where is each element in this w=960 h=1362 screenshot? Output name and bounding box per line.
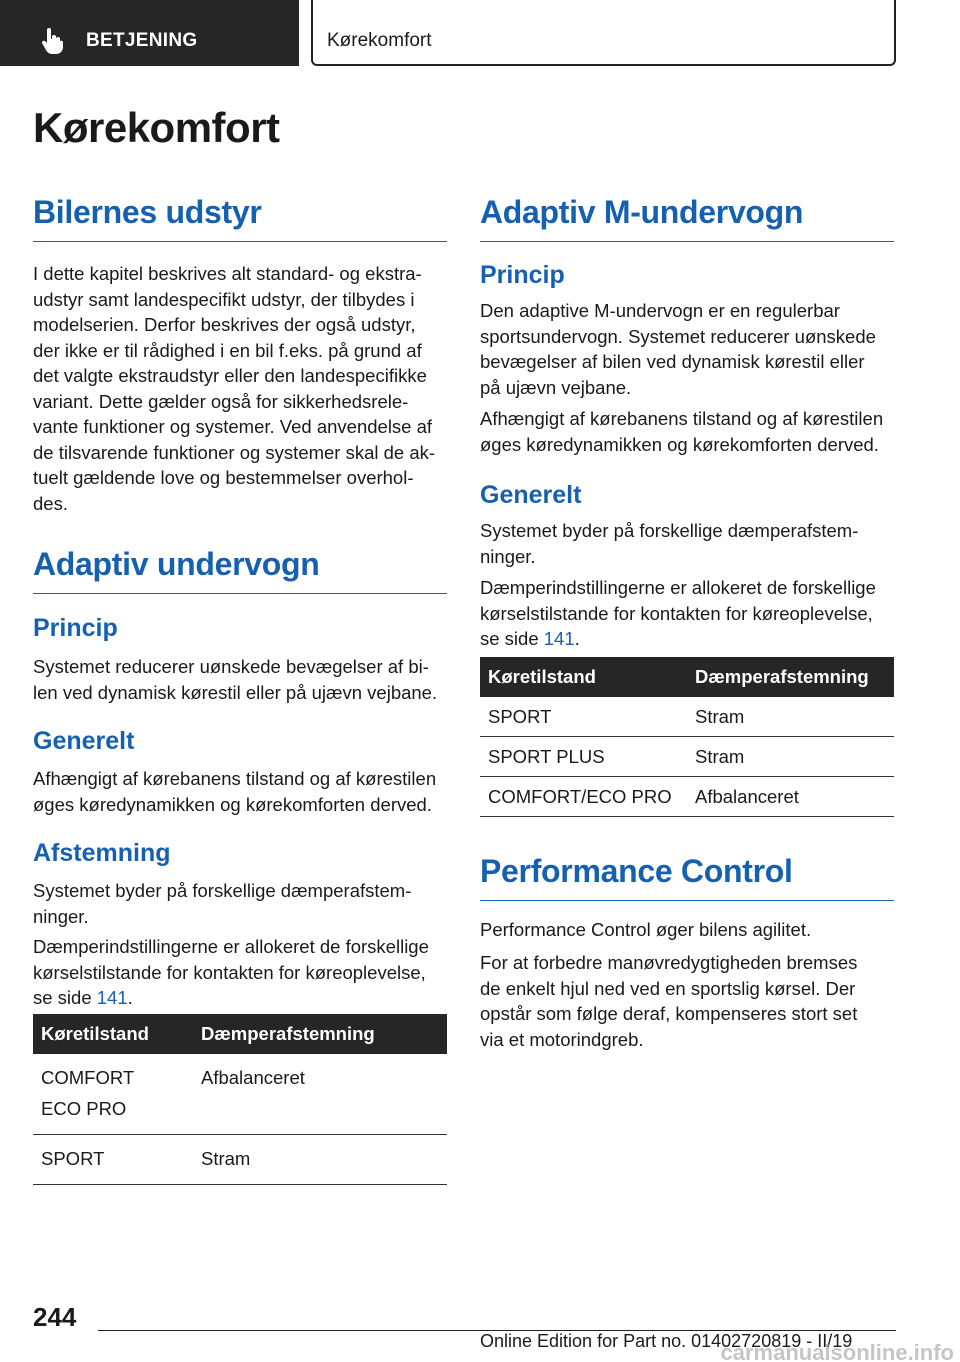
table-header-row: [33, 1014, 447, 1054]
table-header-setting: Dæmperafstemning: [687, 657, 894, 697]
table-cell-setting: Stram: [687, 697, 894, 737]
daemper-paragraph: [33, 934, 449, 1011]
heading-adaptiv-m-undervogn: Adaptiv M-undervogn: [480, 194, 894, 242]
text-line: Systemet byder på forskellige dæmperafstem-: [480, 520, 859, 541]
text-line: de tilsvarende funktioner og systemer skal de ak-: [33, 441, 436, 463]
edition-note: Online Edition for Part no. 01402720819 - II/19: [480, 1331, 853, 1351]
m-daemper-paragraph: [480, 575, 896, 652]
heading-performance-control: Performance Control: [480, 853, 894, 901]
table-row: [480, 777, 894, 817]
text-line: Den adaptive M-undervogn er en regulerbar: [480, 300, 840, 321]
text-line: de enkelt hjul ned ved en sportslig kørsel. Der: [480, 977, 856, 999]
table-row: [480, 697, 894, 737]
text-line: tuelt gældende love og bestemmelser overhol-: [33, 467, 414, 488]
watermark: carmanualsonline.info: [720, 1340, 954, 1362]
ref-suffix: .: [127, 987, 133, 1008]
heading-princip: Princip: [480, 261, 565, 289]
text-line: via et motorindgreb.: [480, 1028, 644, 1050]
page-number: 244: [33, 1302, 77, 1332]
text-line: des.: [33, 492, 68, 514]
text-line: Systemet byder på forskellige dæmperafstem-: [33, 880, 412, 901]
m-princip-paragraph: [480, 298, 896, 400]
text-line: sportsundervogn. Systemet reducerer uønskede: [480, 325, 876, 347]
princip-paragraph: [33, 654, 449, 705]
text-line: øges køredynamikken og kørekomforten derved.: [33, 793, 432, 815]
page-reference: [33, 985, 449, 1011]
left-damper-table: [33, 1014, 447, 1185]
table-header-mode: Køretilstand: [33, 1014, 193, 1054]
afstemning-paragraph: [33, 878, 449, 929]
bilernes-paragraph: [33, 261, 449, 516]
page-link[interactable]: 141: [96, 987, 128, 1008]
table-header-mode: Køretilstand: [480, 657, 687, 697]
ref-prefix: se side: [480, 628, 544, 649]
text-line: For at forbedre manøvredygtigheden bremses: [480, 952, 858, 973]
header-breadcrumb: [311, 0, 896, 66]
breadcrumb-label: Kørekomfort: [327, 30, 432, 51]
text-line: Afhængigt af kørebanens tilstand og af kørestilen: [33, 768, 437, 789]
cell-line: ECO PRO: [41, 1098, 127, 1119]
table-row: [33, 1135, 447, 1185]
text-line: Dæmperindstillingerne er allokeret de forskellige: [480, 577, 876, 598]
table-cell-setting: Stram: [687, 737, 894, 777]
table-row: [33, 1054, 447, 1135]
text-line: modelserien. Derfor beskrives der også udstyr,: [33, 314, 416, 335]
m-generelt-paragraph: [480, 518, 896, 569]
heading-afstemning: Afstemning: [33, 839, 171, 867]
hand-pointer-icon: [38, 27, 66, 55]
text-line: udstyr samt landespecifikt udstyr, der tilbydes i: [33, 288, 415, 310]
ref-prefix: se side: [33, 987, 97, 1008]
text-line: ninger.: [33, 905, 89, 927]
heading-adaptiv-undervogn: Adaptiv undervogn: [33, 546, 447, 594]
text-line: vante funktioner og systemer. Ved anvendelse af: [33, 416, 433, 437]
header-section-label: BETJENING: [86, 30, 198, 51]
right-damper-table: [480, 657, 894, 817]
heading-princip: Princip: [33, 614, 118, 642]
text-line: Systemet reducerer uønskede bevægelser af bi-: [33, 656, 429, 677]
text-line: det valgte ekstraudstyr eller den landespecifikke: [33, 365, 427, 386]
text-line: bevægelser af bilen ved dynamisk kørestil eller: [480, 351, 865, 372]
cell-line: COMFORT: [41, 1067, 135, 1088]
text-line: Afhængigt af kørebanens tilstand og af kørestilen: [480, 408, 884, 429]
table-cell-mode: SPORT: [33, 1135, 193, 1185]
table-cell-setting: Stram: [193, 1135, 447, 1185]
heading-bilernes-udstyr: Bilernes udstyr: [33, 194, 447, 242]
heading-generelt: Generelt: [480, 481, 582, 509]
text-line: opstår som følge deraf, kompenseres stort set: [480, 1003, 858, 1024]
text-line: I dette kapitel beskrives alt standard- og ekstra-: [33, 263, 422, 284]
text-line: på ujævn vejbane.: [480, 376, 632, 398]
perf-paragraph: [480, 950, 896, 1052]
heading-generelt: Generelt: [33, 727, 135, 755]
page-link[interactable]: 141: [543, 628, 575, 649]
text-line: kørselstilstande for kontakten for køreoplevelse,: [33, 961, 426, 983]
table-cell-setting: Afbalanceret: [687, 777, 894, 817]
page-title: Kørekomfort: [33, 104, 280, 151]
perf-intro: Performance Control øger bilens agilitet.: [480, 919, 812, 940]
text-line: Dæmperindstillingerne er allokeret de forskellige: [33, 936, 429, 957]
table-cell-setting: Afbalanceret: [193, 1054, 447, 1135]
page-reference: [480, 626, 896, 652]
table-cell-mode: SPORT: [480, 697, 687, 737]
text-line: kørselstilstande for kontakten for køreoplevelse,: [480, 602, 873, 624]
table-header-row: [480, 657, 894, 697]
ref-suffix: .: [574, 628, 580, 649]
table-cell-mode: COMFORT/ECO PRO: [480, 777, 687, 817]
text-line: ninger.: [480, 545, 536, 567]
text-line: variant. Dette gælder også for sikkerhedsrele-: [33, 390, 409, 412]
text-line: øges køredynamikken og kørekomforten derved.: [480, 433, 879, 455]
header-section-tab: [0, 0, 299, 66]
text-line: der ikke er til rådighed i en bil f.eks. på grund af: [33, 339, 422, 361]
table-cell-mode: [33, 1054, 193, 1135]
table-row: [480, 737, 894, 777]
m-princip-paragraph-2: [480, 406, 896, 457]
text-line: len ved dynamisk kørestil eller på ujævn vejbane.: [33, 681, 438, 703]
generelt-paragraph: [33, 766, 449, 817]
table-cell-mode: SPORT PLUS: [480, 737, 687, 777]
table-header-setting: Dæmperafstemning: [193, 1014, 447, 1054]
